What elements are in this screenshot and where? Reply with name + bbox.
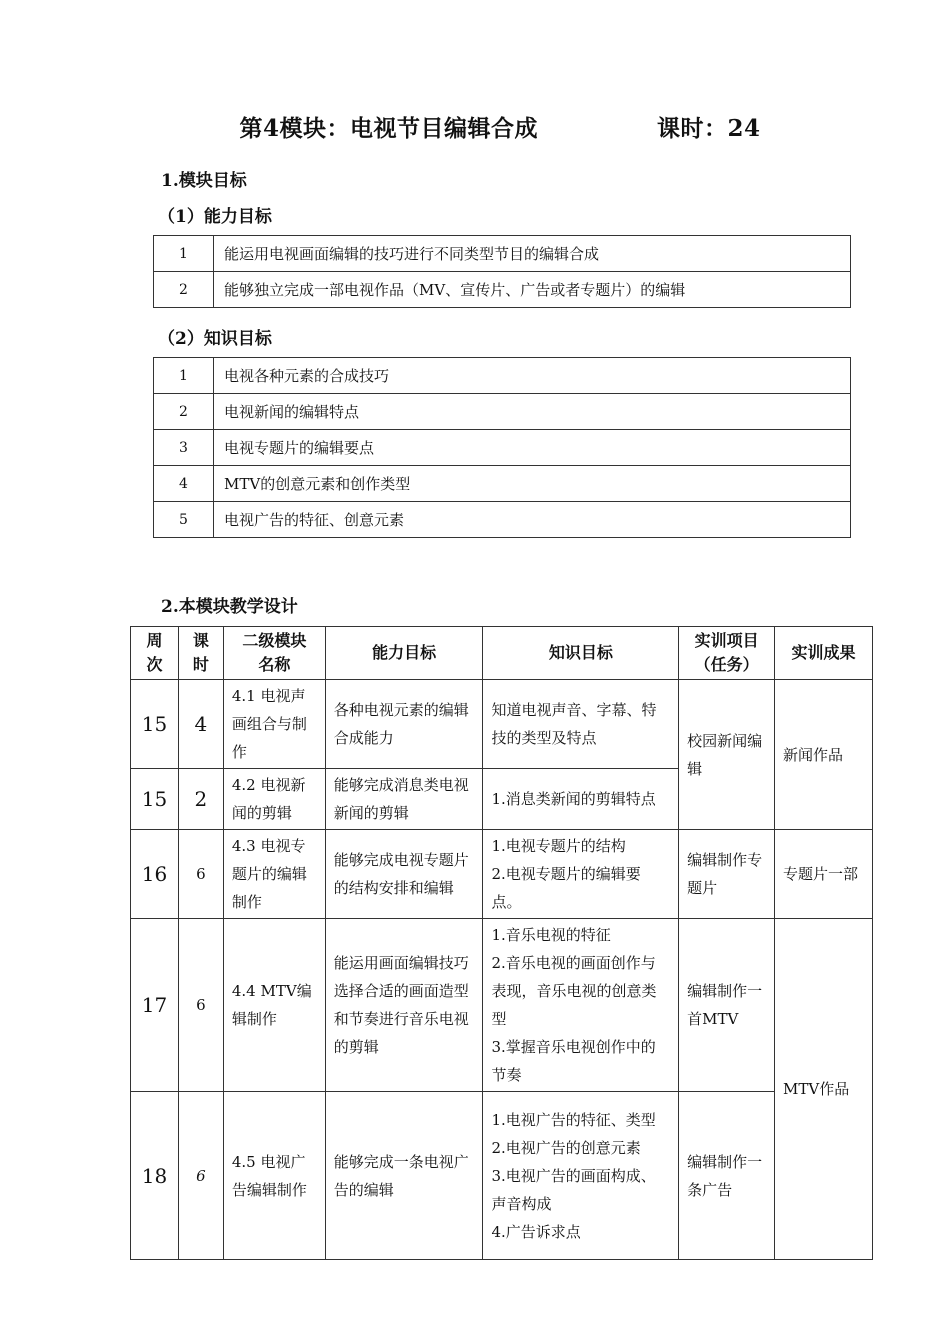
ability-goal-text: 能运用电视画面编辑的技巧进行不同类型节目的编辑合成 xyxy=(214,236,851,272)
knowledge-goal-text: 电视新闻的编辑特点 xyxy=(214,394,851,430)
row-number: 1 xyxy=(154,358,214,394)
module-name-cell: 4.5 电视广告编辑制作 xyxy=(223,1092,325,1260)
header-knowledge-goal: 知识目标 xyxy=(483,627,679,680)
training-result-cell: MTV作品 xyxy=(775,919,873,1260)
table-row xyxy=(131,1092,873,1260)
knowledge-goal-text: 电视广告的特征、创意元素 xyxy=(214,502,851,538)
knowledge-goal-cell: 1.电视广告的特征、类型 2.电视广告的创意元素 3.电视广告的画面构成、声音构成 4.广告诉求点 xyxy=(483,1092,679,1260)
training-result-cell: 专题片一部 xyxy=(775,830,873,919)
header-training-result: 实训成果 xyxy=(775,627,873,680)
table-row xyxy=(154,272,851,308)
row-number: 5 xyxy=(154,502,214,538)
knowledge-goal-text: MTV的创意元素和创作类型 xyxy=(214,466,851,502)
ability-goal-cell: 各种电视元素的编辑合成能力 xyxy=(325,680,483,769)
knowledge-goal-cell: 1.消息类新闻的剪辑特点 xyxy=(483,769,679,830)
table-row xyxy=(154,466,851,502)
section1-heading: 1.模块目标 xyxy=(161,171,247,191)
ability-goals-table xyxy=(153,235,851,308)
module-name-cell: 4.2 电视新闻的剪辑 xyxy=(223,769,325,830)
week-cell: 17 xyxy=(131,919,179,1092)
row-number: 2 xyxy=(154,272,214,308)
row-number: 4 xyxy=(154,466,214,502)
week-cell: 15 xyxy=(131,680,179,769)
ability-goal-text: 能够独立完成一部电视作品（MV、宣传片、广告或者专题片）的编辑 xyxy=(214,272,851,308)
page-title: 第4模块：电视节目编辑合成 课时：24 xyxy=(239,115,761,142)
week-cell: 15 xyxy=(131,769,179,830)
table-row xyxy=(131,680,873,769)
week-cell: 18 xyxy=(131,1092,179,1260)
table-row xyxy=(131,830,873,919)
training-result-cell: 新闻作品 xyxy=(775,680,873,830)
training-project-cell: 编辑制作专题片 xyxy=(679,830,775,919)
hours-cell: 6 xyxy=(178,830,223,919)
row-number: 3 xyxy=(154,430,214,466)
header-training-project: 实训项目 （任务） xyxy=(679,627,775,680)
ability-goal-cell: 能够完成消息类电视新闻的剪辑 xyxy=(325,769,483,830)
row-number: 1 xyxy=(154,236,214,272)
ability-goal-cell: 能够完成电视专题片的结构安排和编辑 xyxy=(325,830,483,919)
hours-cell: 6 xyxy=(178,1092,223,1260)
ability-goal-cell: 能运用画面编辑技巧选择合适的画面造型和节奏进行音乐电视的剪辑 xyxy=(325,919,483,1092)
header-week: 周 次 xyxy=(131,627,179,680)
knowledge-goal-cell: 1.音乐电视的特征 2.音乐电视的画面创作与表现，音乐电视的创意类型 3.掌握音乐电视创作中的节奏 xyxy=(483,919,679,1092)
knowledge-goal-cell: 知道电视声音、字幕、特技的类型及特点 xyxy=(483,680,679,769)
training-project-cell: 编辑制作一首MTV xyxy=(679,919,775,1092)
table-row xyxy=(131,919,873,1092)
hours-cell: 4 xyxy=(178,680,223,769)
knowledge-goals-heading: （2）知识目标 xyxy=(158,329,272,349)
table-header-row xyxy=(131,627,873,680)
header-module-name: 二级模块 名称 xyxy=(223,627,325,680)
knowledge-goal-text: 电视各种元素的合成技巧 xyxy=(214,358,851,394)
module-name-cell: 4.4 MTV编辑制作 xyxy=(223,919,325,1092)
knowledge-goals-table xyxy=(153,357,851,538)
section2-heading: 2.本模块教学设计 xyxy=(161,597,298,617)
training-project-cell: 编辑制作一条广告 xyxy=(679,1092,775,1260)
table-row xyxy=(154,236,851,272)
hours-cell: 6 xyxy=(178,919,223,1092)
module-name-cell: 4.1 电视声画组合与制作 xyxy=(223,680,325,769)
ability-goal-cell: 能够完成一条电视广告的编辑 xyxy=(325,1092,483,1260)
header-hours: 课 时 xyxy=(178,627,223,680)
table-row xyxy=(154,502,851,538)
table-row xyxy=(154,358,851,394)
knowledge-goal-cell: 1.电视专题片的结构 2.电视专题片的编辑要点。 xyxy=(483,830,679,919)
ability-goals-heading: （1）能力目标 xyxy=(158,207,272,227)
hours-cell: 2 xyxy=(178,769,223,830)
module-name-cell: 4.3 电视专题片的编辑制作 xyxy=(223,830,325,919)
teaching-design-table xyxy=(130,626,873,1260)
row-number: 2 xyxy=(154,394,214,430)
knowledge-goal-text: 电视专题片的编辑要点 xyxy=(214,430,851,466)
table-row xyxy=(154,430,851,466)
week-cell: 16 xyxy=(131,830,179,919)
training-project-cell: 校园新闻编辑 xyxy=(679,680,775,830)
header-ability-goal: 能力目标 xyxy=(325,627,483,680)
table-row xyxy=(154,394,851,430)
